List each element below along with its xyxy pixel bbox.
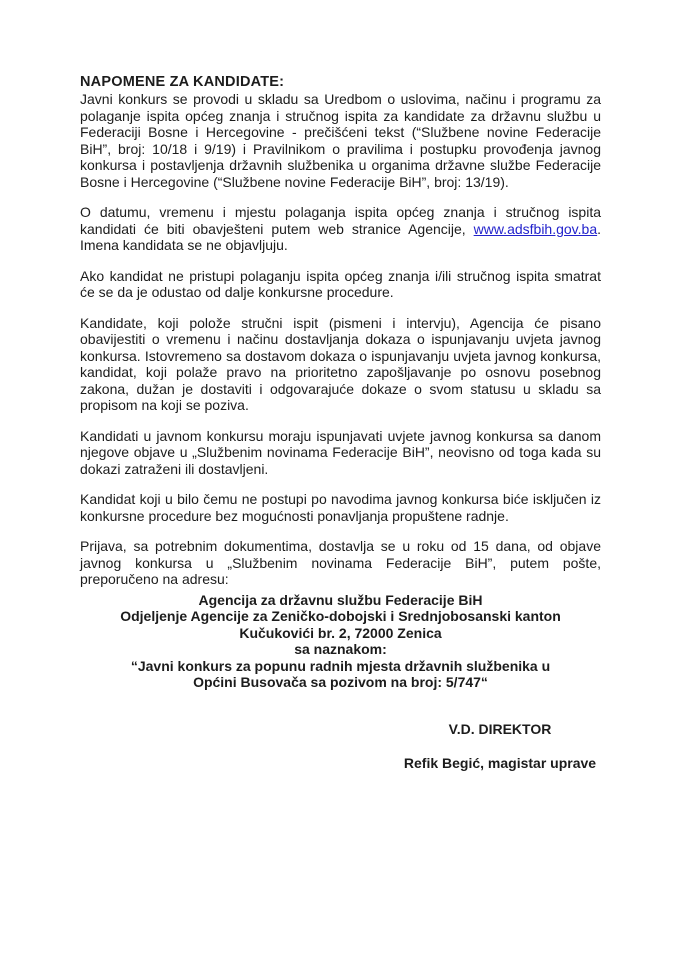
submission-address-block xyxy=(80,592,601,691)
address-street-city: Kučukovići br. 2, 72000 Zenica xyxy=(239,624,442,641)
document-content xyxy=(80,74,601,772)
notes-for-candidates-heading: NAPOMENE ZA KANDIDATE: xyxy=(80,74,285,90)
paragraph-no-show-consequence: Ako kandidat ne pristupi polaganju ispita općeg znanja i/ili stručnog ispita smatrat će se da je odustao od dalje konkursne procedure. xyxy=(80,267,601,300)
signature-name: Refik Begić, magistar uprave xyxy=(403,755,597,771)
paragraph-exam-notification-text-after: . Imena kandidata se ne objavljuju. xyxy=(80,220,601,253)
paragraph-exam-notification-text-before: O datumu, vremenu i mjestu polaganja ispita općeg znanja i stručnog ispita kandidati će biti obavješteni putem web stranice Agencije, xyxy=(80,204,601,237)
signature-block xyxy=(400,721,600,772)
signature-title: V.D. DIREKTOR xyxy=(448,720,552,737)
paragraph-legal-basis: Javni konkurs se provodi u skladu sa Uredbom o uslovima, načinu i programu za polaganje ispita općeg znanja i stručnog ispita za kandidate za državnu službu u Federaciji Bosne i Hercegovine - prečišćeni tekst (“Službene novine Federacije BiH”, broj: 10/18 i 9/19) i Pravilnikom o pravilima i postupku provođenja javnog konkursa i postavljenja državnih službenika u organima državne službe Federacije Bosne i Hercegovine (“Službene novine Federacije BiH”, broj: 13/19). xyxy=(80,91,601,190)
address-designation-line2: Općini Busovača sa pozivom na broj: 5/747“ xyxy=(193,674,488,690)
address-designation-label: sa naznakom: xyxy=(294,641,387,657)
paragraph-passed-exam-evidence: Kandidate, koji polože stručni ispit (pismeni i intervju), Agencija će pisano obavijestiti o vremenu i načinu dostavljanja dokaza o ispunjavanju uvjeta javnog konkursa. Istovremeno sa dostavom dokaza o ispunjavanju uvjeta javnog konkursa, kandidat, koji polaže pravo na prioritetno zapošljavanje po osnovu posebnog zakona, dužan je dostaviti i odgovarajuće dokaze o svom statusu u skladu sa propisom na koji se poziva. xyxy=(80,314,601,413)
address-agency-name: Agencija za državnu službu Federacije BiH xyxy=(198,591,483,608)
paragraph-exclusion-rule: Kandidat koji u bilo čemu ne postupi po navodima javnog konkursa biće isključen iz konkursne procedure bez mogućnosti ponavljanja propuštene radnje. xyxy=(80,491,601,524)
paragraph-exam-notification xyxy=(80,204,601,254)
paragraph-eligibility-date: Kandidati u javnom konkursu moraju ispunjavati uvjete javnog konkursa sa danom njegove objave u „Službenim novinama Federacije BiH”, neovisno od toga kada su dokazi zatraženi ili dostavljeni. xyxy=(80,427,601,477)
address-department: Odjeljenje Agencije za Zeničko-dobojski i Srednjobosanski kanton xyxy=(120,608,561,624)
agency-website-link[interactable]: www.adsfbih.gov.ba xyxy=(473,220,598,237)
address-designation-line1: “Javni konkurs za popunu radnih mjesta državnih službenika u xyxy=(130,657,551,674)
paragraph-application-deadline: Prijava, sa potrebnim dokumentima, dostavlja se u roku od 15 dana, od objave javnog konkursa u „Službenim novinama Federacije BiH”, putem pošte, preporučeno na adresu: xyxy=(80,538,601,587)
